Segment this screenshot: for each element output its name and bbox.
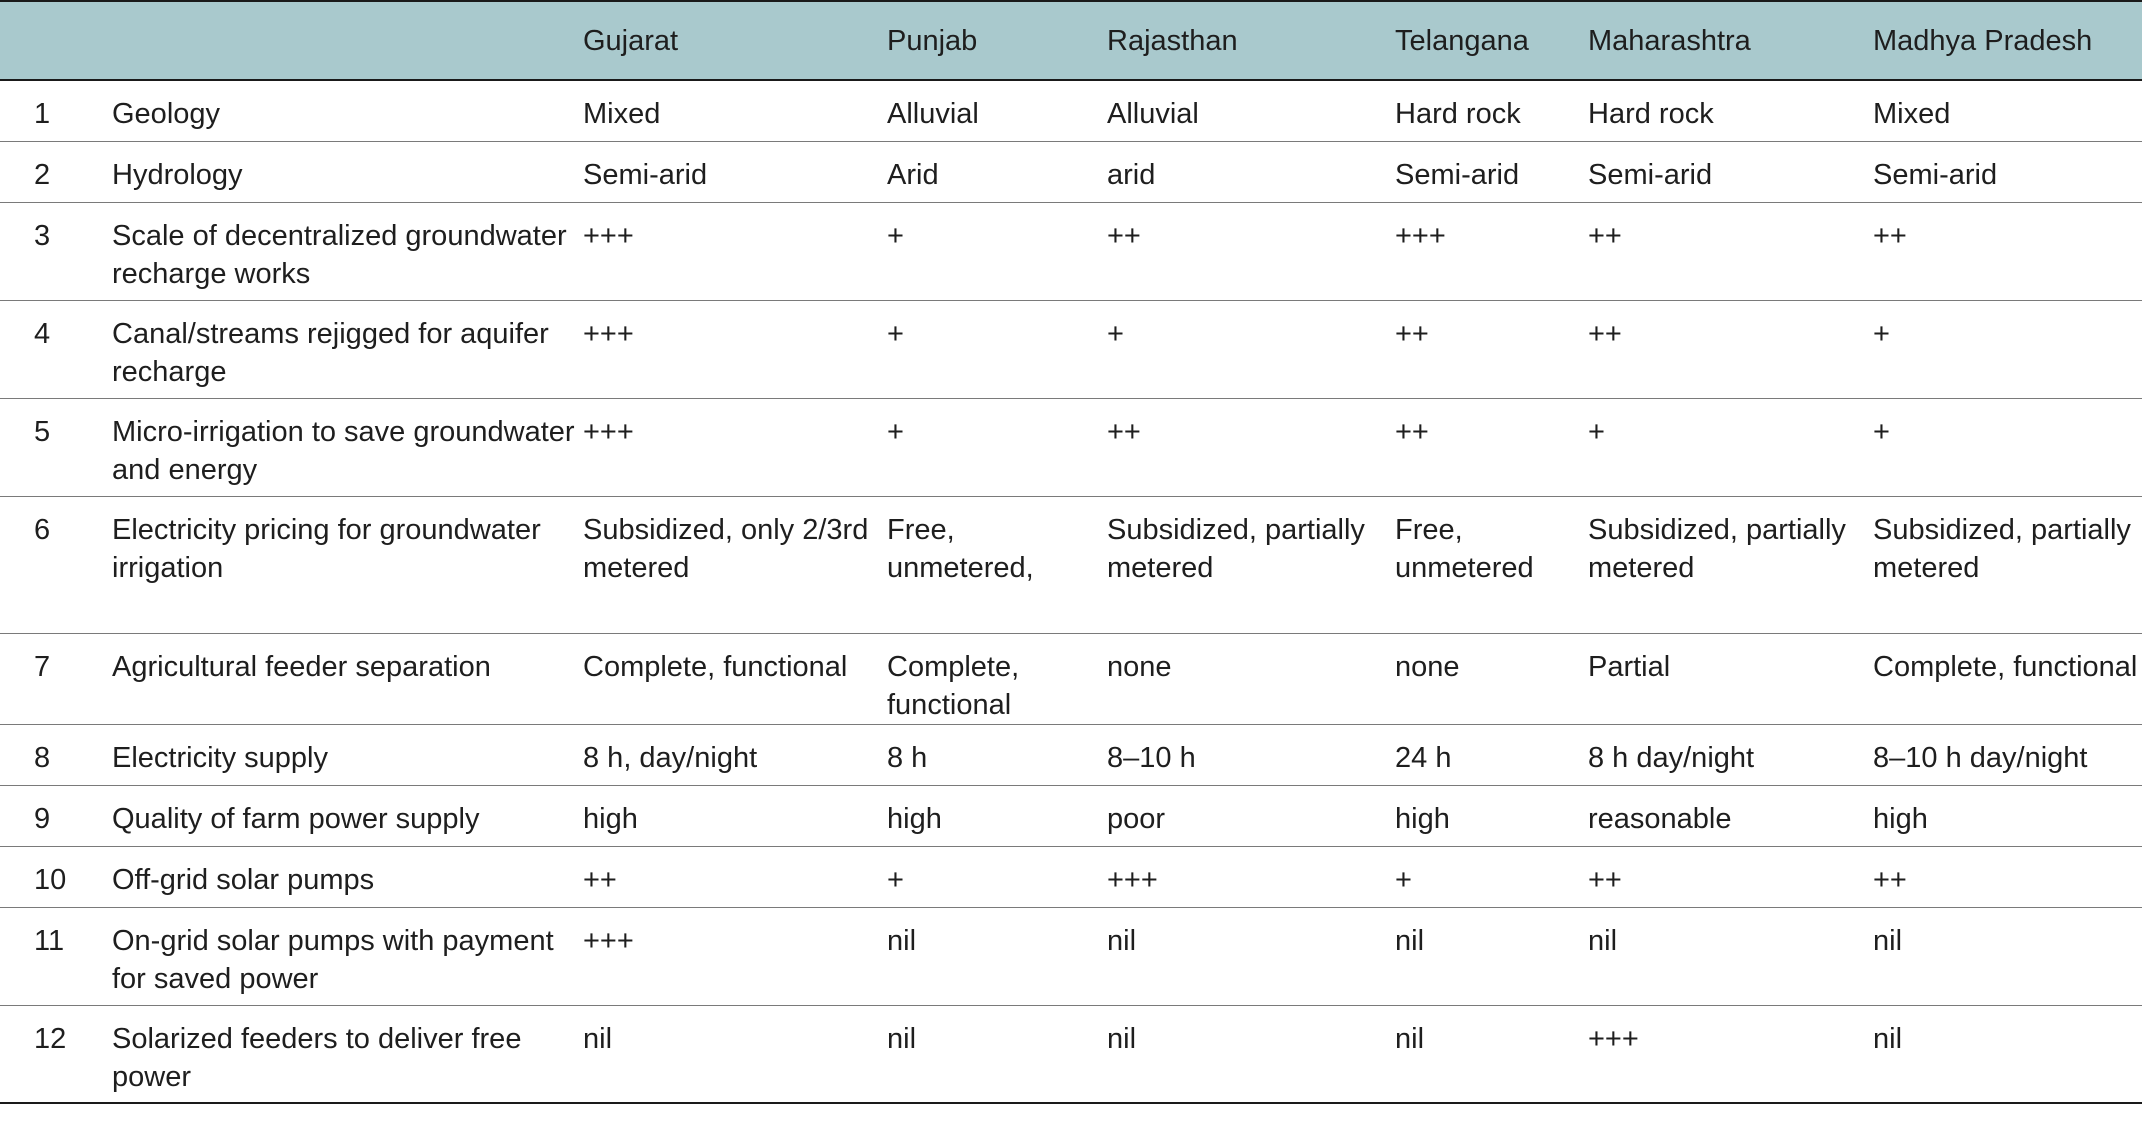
row-number: 1 (0, 80, 112, 141)
cell-punjab: 8 h (887, 724, 1107, 785)
cell-madhya-pradesh: ++ (1873, 846, 2142, 907)
row-label: Off-grid solar pumps (112, 846, 583, 907)
table-row (0, 846, 2142, 907)
table-row (0, 80, 2142, 141)
cell-maharashtra: Partial (1588, 633, 1873, 724)
row-number: 11 (0, 907, 112, 1005)
cell-gujarat: 8 h, day/night (583, 724, 887, 785)
cell-madhya-pradesh: + (1873, 398, 2142, 496)
cell-telangana: Semi-arid (1395, 141, 1588, 202)
cell-madhya-pradesh: 8–10 h day/night (1873, 724, 2142, 785)
cell-punjab: nil (887, 907, 1107, 1005)
cell-madhya-pradesh: ++ (1873, 202, 2142, 300)
cell-telangana: ++ (1395, 300, 1588, 398)
table-row (0, 633, 2142, 724)
cell-punjab: nil (887, 1005, 1107, 1103)
cell-punjab: + (887, 202, 1107, 300)
cell-madhya-pradesh: + (1873, 300, 2142, 398)
row-number: 5 (0, 398, 112, 496)
row-number: 7 (0, 633, 112, 724)
header-cell-num (0, 1, 112, 80)
cell-maharashtra: 8 h day/night (1588, 724, 1873, 785)
cell-punjab: Arid (887, 141, 1107, 202)
cell-telangana: nil (1395, 907, 1588, 1005)
row-label: Solarized feeders to deliver free power (112, 1005, 583, 1103)
cell-gujarat: ++ (583, 846, 887, 907)
cell-punjab: + (887, 300, 1107, 398)
cell-gujarat: Complete, functional (583, 633, 887, 724)
cell-maharashtra: ++ (1588, 300, 1873, 398)
cell-madhya-pradesh: nil (1873, 907, 2142, 1005)
row-label: Geology (112, 80, 583, 141)
cell-gujarat: nil (583, 1005, 887, 1103)
cell-punjab: + (887, 846, 1107, 907)
table-row (0, 724, 2142, 785)
cell-punjab: + (887, 398, 1107, 496)
cell-telangana: high (1395, 785, 1588, 846)
cell-telangana: ++ (1395, 398, 1588, 496)
row-label: On-grid solar pumps with payment for saved power (112, 907, 583, 1005)
cell-gujarat: +++ (583, 300, 887, 398)
cell-maharashtra: Hard rock (1588, 80, 1873, 141)
cell-telangana: + (1395, 846, 1588, 907)
header-cell-madhya-pradesh: Madhya Pradesh (1873, 1, 2142, 80)
cell-maharashtra: nil (1588, 907, 1873, 1005)
header-row (0, 1, 2142, 80)
row-number: 8 (0, 724, 112, 785)
row-number: 3 (0, 202, 112, 300)
row-number: 2 (0, 141, 112, 202)
row-label: Hydrology (112, 141, 583, 202)
row-label: Electricity pricing for groundwater irrigation (112, 496, 583, 633)
cell-maharashtra: Subsidized, partially metered (1588, 496, 1873, 633)
cell-maharashtra: +++ (1588, 1005, 1873, 1103)
table-row (0, 202, 2142, 300)
cell-rajasthan: arid (1107, 141, 1395, 202)
cell-madhya-pradesh: high (1873, 785, 2142, 846)
header-cell-punjab: Punjab (887, 1, 1107, 80)
cell-telangana: Free, unmetered (1395, 496, 1588, 633)
cell-maharashtra: ++ (1588, 202, 1873, 300)
row-label: Micro-irrigation to save groundwater and energy (112, 398, 583, 496)
cell-rajasthan: + (1107, 300, 1395, 398)
row-number: 6 (0, 496, 112, 633)
row-label: Agricultural feeder separation (112, 633, 583, 724)
cell-telangana: +++ (1395, 202, 1588, 300)
cell-gujarat: high (583, 785, 887, 846)
cell-rajasthan: nil (1107, 1005, 1395, 1103)
table-row (0, 1005, 2142, 1103)
table-row (0, 496, 2142, 633)
cell-madhya-pradesh: Mixed (1873, 80, 2142, 141)
header-cell-maharashtra: Maharashtra (1588, 1, 1873, 80)
row-number: 12 (0, 1005, 112, 1103)
table-row (0, 907, 2142, 1005)
cell-gujarat: Mixed (583, 80, 887, 141)
table-row (0, 785, 2142, 846)
cell-rajasthan: +++ (1107, 846, 1395, 907)
row-label: Quality of farm power supply (112, 785, 583, 846)
cell-gujarat: +++ (583, 398, 887, 496)
cell-rajasthan: poor (1107, 785, 1395, 846)
cell-gujarat: +++ (583, 202, 887, 300)
cell-punjab: Complete, functional (887, 633, 1107, 724)
cell-gujarat: Subsidized, only 2/3rd metered (583, 496, 887, 633)
table-row (0, 398, 2142, 496)
cell-madhya-pradesh: Semi-arid (1873, 141, 2142, 202)
row-label: Electricity supply (112, 724, 583, 785)
row-label: Scale of decentralized groundwater recharge works (112, 202, 583, 300)
cell-maharashtra: + (1588, 398, 1873, 496)
cell-madhya-pradesh: nil (1873, 1005, 2142, 1103)
cell-rajasthan: nil (1107, 907, 1395, 1005)
cell-punjab: high (887, 785, 1107, 846)
row-number: 9 (0, 785, 112, 846)
header-cell-gujarat: Gujarat (583, 1, 887, 80)
cell-maharashtra: Semi-arid (1588, 141, 1873, 202)
cell-punjab: Alluvial (887, 80, 1107, 141)
cell-rajasthan: ++ (1107, 202, 1395, 300)
cell-punjab: Free, unmetered, (887, 496, 1107, 633)
header-cell-label (112, 1, 583, 80)
header-cell-rajasthan: Rajasthan (1107, 1, 1395, 80)
cell-gujarat: +++ (583, 907, 887, 1005)
cell-rajasthan: Subsidized, partially metered (1107, 496, 1395, 633)
row-number: 10 (0, 846, 112, 907)
cell-telangana: nil (1395, 1005, 1588, 1103)
row-number: 4 (0, 300, 112, 398)
cell-rajasthan: Alluvial (1107, 80, 1395, 141)
cell-maharashtra: reasonable (1588, 785, 1873, 846)
cell-telangana: 24 h (1395, 724, 1588, 785)
cell-telangana: none (1395, 633, 1588, 724)
cell-maharashtra: ++ (1588, 846, 1873, 907)
table-row (0, 141, 2142, 202)
table-row (0, 300, 2142, 398)
cell-rajasthan: 8–10 h (1107, 724, 1395, 785)
cell-rajasthan: ++ (1107, 398, 1395, 496)
cell-madhya-pradesh: Subsidized, partially metered (1873, 496, 2142, 633)
row-label: Canal/streams rejigged for aquifer recharge (112, 300, 583, 398)
cell-madhya-pradesh: Complete, functional (1873, 633, 2142, 724)
header-cell-telangana: Telangana (1395, 1, 1588, 80)
cell-telangana: Hard rock (1395, 80, 1588, 141)
cell-gujarat: Semi-arid (583, 141, 887, 202)
cell-rajasthan: none (1107, 633, 1395, 724)
